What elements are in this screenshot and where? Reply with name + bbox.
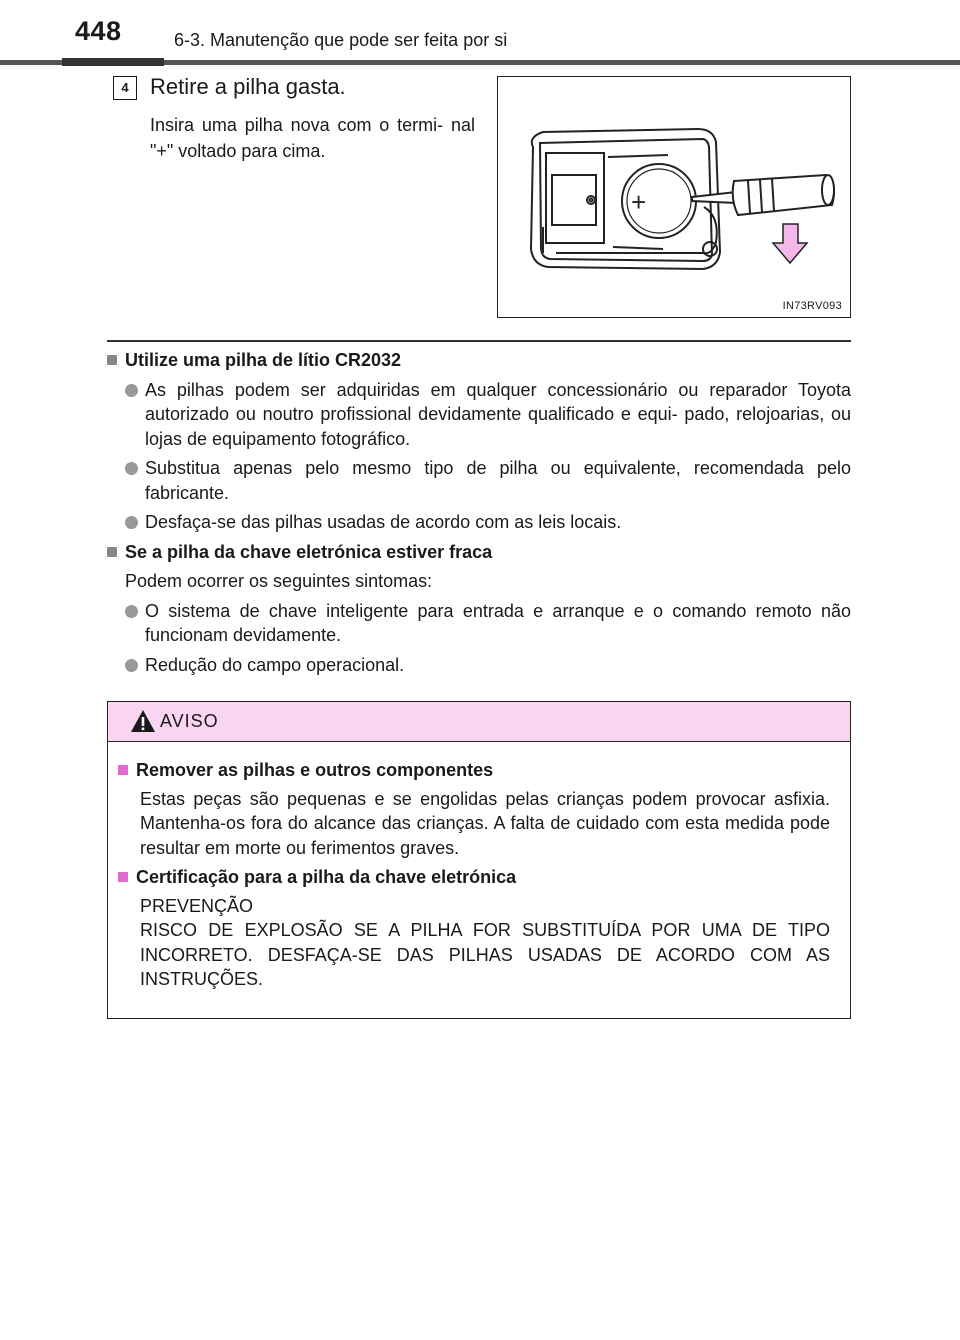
section-title: 6-3. Manutenção que pode ser feita por si bbox=[174, 30, 508, 50]
section-heading bbox=[107, 540, 851, 565]
list-item-text: Redução do campo operacional. bbox=[145, 654, 405, 675]
battery-replacement-figure bbox=[497, 76, 851, 318]
warning-title: AVISO bbox=[160, 711, 219, 731]
warning-item-heading bbox=[118, 865, 830, 890]
warning-item-caution: PREVENÇÃO bbox=[140, 895, 254, 916]
warning-header bbox=[108, 702, 850, 742]
round-bullet-icon bbox=[125, 605, 138, 618]
warning-box bbox=[107, 701, 851, 1019]
list-item-text: As pilhas podem ser adquiridas em qualquer concessionário ou reparador Toyota autorizado ou noutro profissional devidamente qualificado e equi- pado, relojoarias, ou lojas de equipamento fotográfico. bbox=[145, 379, 851, 449]
warning-triangle-icon bbox=[130, 708, 156, 734]
list-item bbox=[125, 456, 851, 505]
warning-item-text: Estas peças são pequenas e se engolidas pelas crianças podem provocar asfixia. Mantenha-os fora do alcance das crianças. A falta de cuidado com esta medida pode resultar em morte ou ferimentos graves. bbox=[140, 788, 830, 858]
key-battery-illustration bbox=[498, 77, 850, 317]
square-bullet-icon bbox=[118, 872, 128, 882]
warning-item-heading bbox=[118, 758, 830, 783]
list-item-text: Desfaça-se das pilhas usadas de acordo com as leis locais. bbox=[145, 512, 622, 532]
round-bullet-icon bbox=[125, 516, 138, 529]
section-heading bbox=[107, 348, 851, 373]
round-bullet-icon bbox=[125, 384, 138, 397]
page-header bbox=[0, 0, 960, 68]
notes-content bbox=[107, 348, 851, 677]
list-item bbox=[125, 510, 851, 535]
battery-plus-mark: + bbox=[631, 187, 647, 217]
square-bullet-icon bbox=[107, 355, 117, 365]
warning-item-heading-text: Certificação para a pilha da chave eletrónica bbox=[136, 867, 517, 887]
section-divider bbox=[107, 340, 851, 342]
figure-code: IN73RV093 bbox=[782, 300, 842, 312]
section-heading-text: Se a pilha da chave eletrónica estiver fraca bbox=[125, 541, 493, 562]
section-intro: Podem ocorrer os seguintes sintomas: bbox=[125, 571, 433, 591]
step-number-box: 4 bbox=[113, 76, 137, 100]
square-bullet-icon bbox=[107, 547, 117, 557]
list-item-text: O sistema de chave inteligente para entrada e arranque e o comando remoto não funcionam devidamente. bbox=[145, 600, 851, 645]
list-item bbox=[125, 599, 851, 648]
warning-item-heading-text: Remover as pilhas e outros componentes bbox=[136, 760, 494, 780]
warning-item-text: RISCO DE EXPLOSÃO SE A PILHA FOR SUBSTITUÍDA POR UMA DE TIPO INCORRETO. DESFAÇA-SE DAS PILHAS USADAS DE ACORDO COM AS INSTRUÇÕES. bbox=[140, 920, 830, 989]
header-rule-accent bbox=[62, 58, 164, 66]
page-number: 448 bbox=[75, 16, 122, 46]
round-bullet-icon bbox=[125, 462, 138, 475]
round-bullet-icon bbox=[125, 659, 138, 672]
square-bullet-icon bbox=[118, 765, 128, 775]
step-description: Insira uma pilha nova com o termi- nal "+" voltado para cima. bbox=[150, 115, 475, 161]
list-item bbox=[125, 653, 851, 678]
section-heading-text: Utilize uma pilha de lítio CR2032 bbox=[125, 350, 402, 370]
list-item bbox=[125, 378, 851, 452]
step-title: Retire a pilha gasta. bbox=[150, 74, 346, 99]
list-item-text: Substitua apenas pelo mesmo tipo de pilha ou equivalente, recomendada pelo fabricante. bbox=[145, 458, 851, 503]
warning-body bbox=[108, 758, 852, 992]
